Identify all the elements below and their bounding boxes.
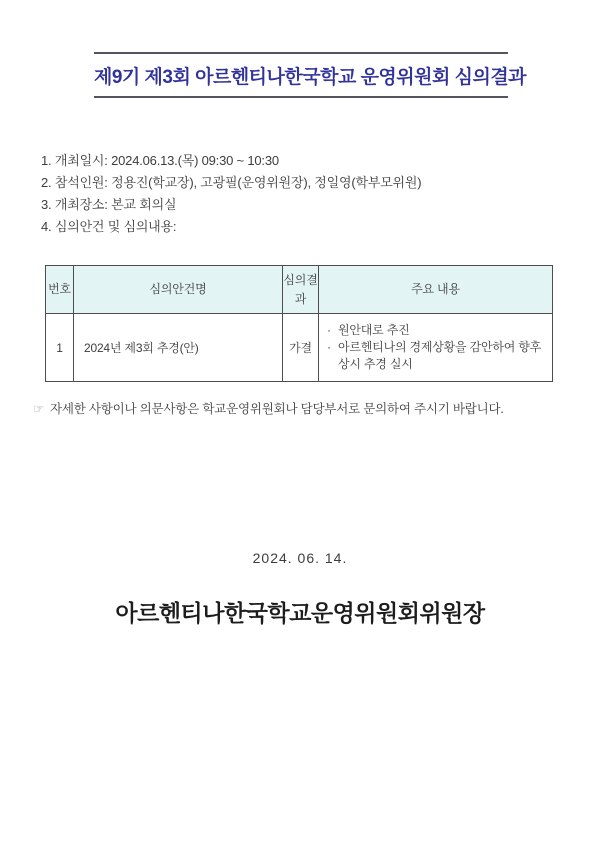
title-bottom-rule [94,96,508,98]
header-agenda-name: 심의안건명 [74,266,283,314]
bullet-dot-icon: · [327,340,331,354]
bullet-dot-icon: · [327,323,331,337]
info-item-location: 3. 개최장소: 본교 회의실 [41,197,177,212]
table-row [46,314,553,382]
page-title: 제9기 제3회 아르헨티나한국학교 운영위원회 심의결과 [94,67,527,88]
meeting-info-list [41,150,421,238]
contact-note-text: 자세한 사항이나 의문사항은 학교운영위원회나 담당부서로 문의하여 주시기 바랍니다. [50,402,504,416]
info-item-datetime: 1. 개최일시: 2024.06.13.(목) 09:30 ~ 10:30 [41,153,279,168]
row-main-content [319,314,553,382]
content-bullet-1: · 원안대로 추진 [327,323,410,337]
row-review-result: 가결 [283,314,319,382]
row-agenda-name: 2024년 제3회 추경(안) [74,314,283,382]
title-block [94,52,527,98]
contact-note [33,399,504,417]
header-main-content: 주요 내용 [319,266,553,314]
info-item-agenda-label: 4. 심의안건 및 심의내용: [41,219,177,234]
header-number: 번호 [46,266,74,314]
agenda-results-table [45,265,553,382]
table-header-row [46,266,553,314]
header-review-result: 심의결과 [283,266,319,314]
signature-line: 아르헨티나한국학교운영위원회위원장 [115,600,485,626]
content-bullet-2: · 아르헨티나의 경제상황을 감안하여 향후 상시 추경 실시 [327,340,542,371]
document-date: 2024. 06. 14. [252,550,348,566]
info-item-attendees: 2. 참석인원: 정용진(학교장), 고광필(운영위원장), 정일영(학부모위원) [41,175,422,190]
row-number: 1 [46,314,74,382]
pointing-hand-icon: ☞ [33,402,45,416]
